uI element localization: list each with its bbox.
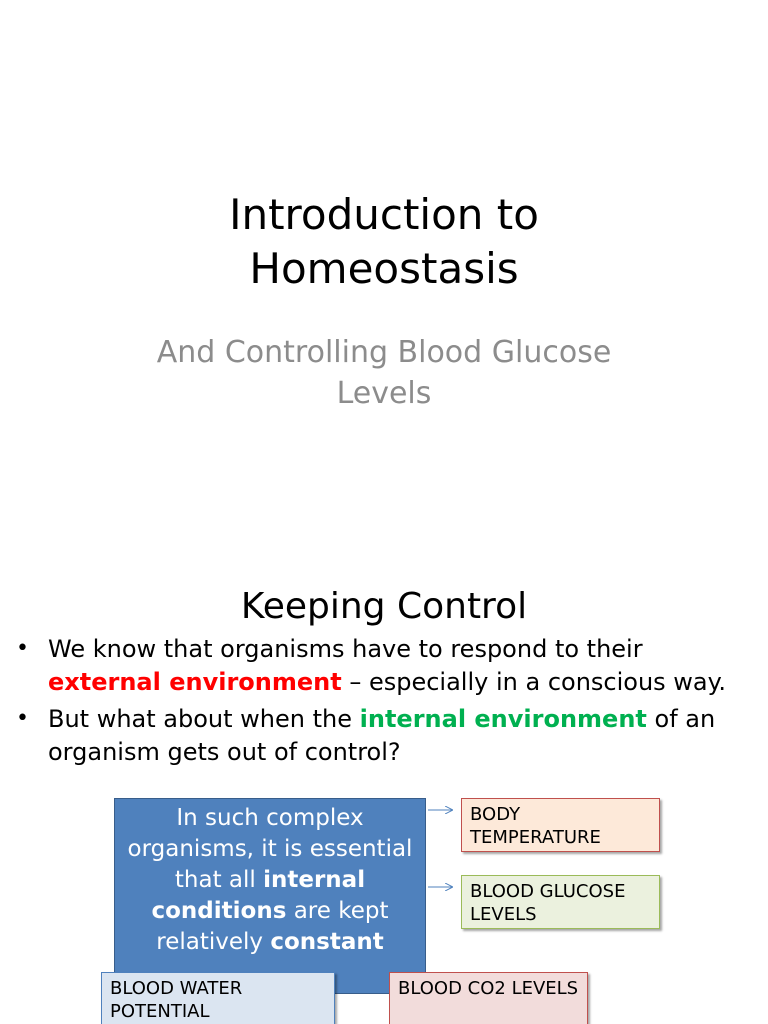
bullet-list [16,633,756,773]
blood-water-potential-box: BLOOD WATER POTENTIAL [101,972,335,1024]
slide-title [0,188,768,296]
subtitle-line-2: Levels [336,376,432,411]
bullet-item [16,633,756,698]
callout-box [114,798,426,994]
body-temperature-box: BODY TEMPERATURE [461,798,660,852]
callout-text: are kept relatively [156,898,389,955]
callout-bold: internal conditions [151,867,366,924]
title-line-2: Homeostasis [249,244,519,293]
bullet-dot-icon: • [16,706,29,731]
callout-bold: constant [270,929,384,955]
bullet-dot-icon: • [16,636,29,661]
blood-glucose-box: BLOOD GLUCOSE LEVELS [461,875,660,929]
slide-subtitle [0,332,768,414]
bullet-item [16,703,756,768]
blood-co2-box: BLOOD CO2 LEVELS [389,972,588,1024]
slide-title: Keeping Control [240,586,528,627]
callout-text: In such complex organisms, it is essential that all [127,805,413,893]
internal-environment-highlight: internal environment [359,705,647,733]
bullet-text: – especially in a conscious way. [341,667,727,696]
subtitle-line-1: And Controlling Blood Glucose [156,335,612,370]
bullet-text: We know that organisms have to respond to their [48,635,643,663]
external-environment-highlight: external environment [48,667,342,696]
bullet-text: of an organism gets out of control? [48,705,716,766]
title-line-1: Introduction to [229,190,539,239]
keeping-control-slide [0,576,768,1024]
bullet-text: But what about when the [48,705,360,733]
